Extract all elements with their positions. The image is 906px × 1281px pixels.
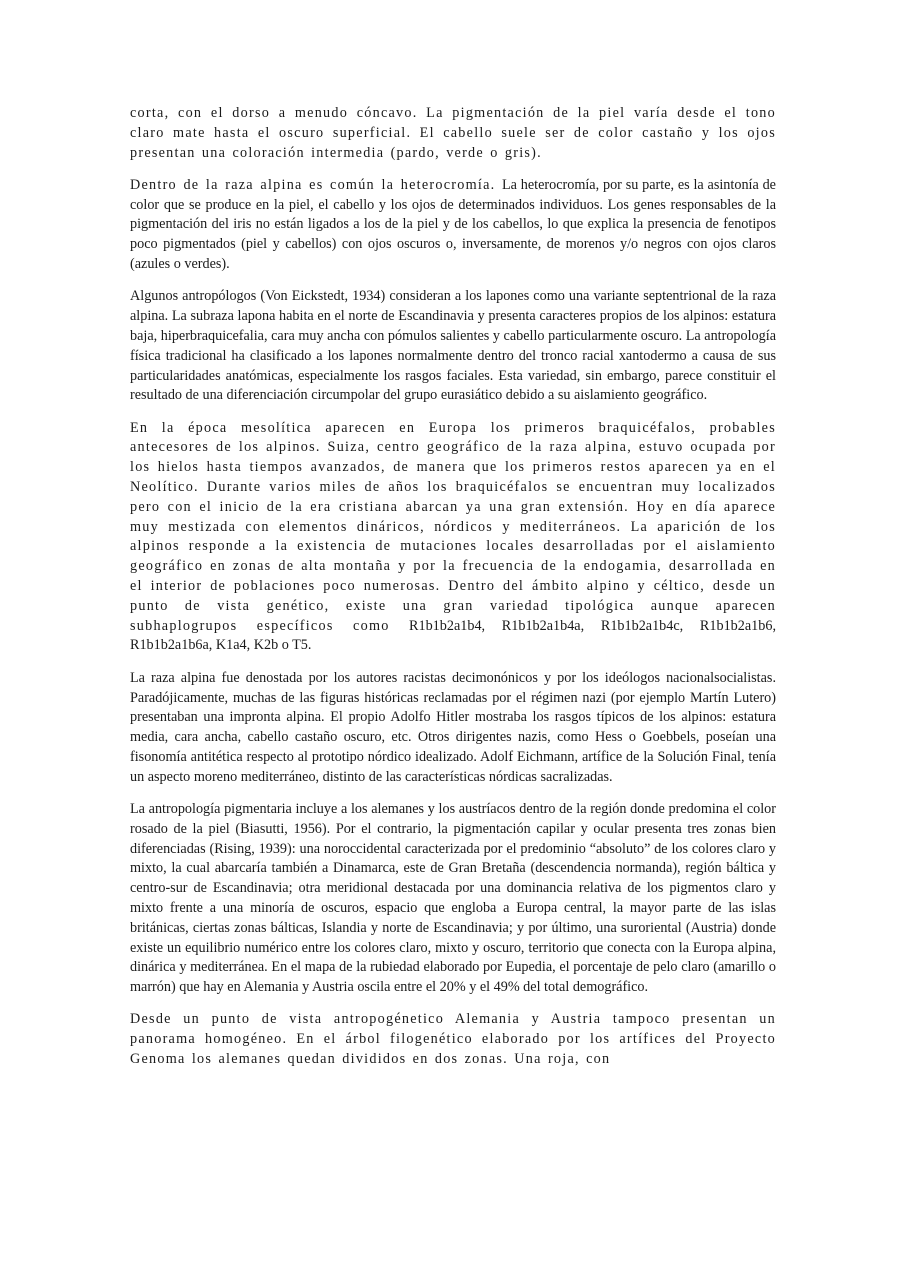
paragraph-1-text: corta, con el dorso a menudo cóncavo. La pigmentación de la piel varía desde el tono claro mate hasta el oscuro superficial. El cabello suele ser de color castaño y los ojos presentan una coloración intermedia (pardo, verde o gris). [130, 105, 776, 161]
paragraph-2 [130, 176, 776, 275]
document-page [130, 104, 776, 1082]
paragraph-2-lead: Dentro de la raza alpina es común la heterocromía. [130, 176, 502, 193]
paragraph-7-text: Desde un punto de vista antropogénetico Alemania y Austria tampoco presentan un panorama homogéneo. En el árbol filogenético elaborado por los artífices del Proyecto Genoma los alemanes quedan divididos en dos zonas. Una roja, con [130, 1011, 776, 1068]
paragraph-7 [130, 1010, 776, 1069]
paragraph-4 [130, 419, 776, 657]
paragraph-5-text: La raza alpina fue denostada por los autores racistas decimonónicos y por los ideólogos nacionalsocialistas. Paradójicamente, muchas de las figuras históricas reclamadas por el régimen nazi (por ejemplo Martín Lutero) presentaban una impronta alpina. El propio Adolfo Hitler mostraba los rasgos típicos de los alpinos: estatura media, cara ancha, cabello castaño oscuro, etc. Otros dirigentes nazis, como Hess o Goebbels, poseían una fisonomía antitética respecto al prototipo nórdico idealizado. Adolf Eichmann, artífice de la Solución Final, tenía un aspecto moreno mediterráneo, distinto de las características nórdicas sacralizadas. [130, 669, 776, 785]
paragraph-5 [130, 669, 776, 788]
paragraph-6-text: La antropología pigmentaria incluye a los alemanes y los austríacos dentro de la región donde predomina el color rosado de la piel (Biasutti, 1956). Por el contrario, la pigmentación capilar y ocular presenta tres zonas bien diferenciadas (Rising, 1939): una noroccidental caracterizada por el predominio “absoluto” de los colores claro y mixto, la cual abarcaría también a Dinamarca, este de Gran Bretaña (descendencia normanda), región báltica y centro-sur de Escandinavia; otra meridional destacada por una dominancia relativa de los pigmentos claro y mixto frente a una minoría de oscuros, espacio que engloba a Europa central, la mayor parte de las islas británicas, ciertas zonas bálticas, Islandia y norte de Escandinavia; y por último, una suroriental (Austria) donde existe un equilibrio numérico entre los colores claro, mixto y oscuro, territorio que conecta con la Europa alpina, dinárica y mediterránea. En el mapa de la rubiedad elaborado por Eupedia, el porcentaje de pelo claro (amarillo o marrón) que hay en Alemania y Austria oscila entre el 20% y el 49% del total demográfico. [130, 801, 776, 996]
paragraph-1 [130, 104, 776, 163]
paragraph-4-text: En la época mesolítica aparecen en Europa los primeros braquicéfalos, probables antecesores de los alpinos. Suiza, centro geográfico de la raza alpina, estuvo ocupada por los hielos hasta tiempos avanzados, de manera que los primeros restos aparecen ya en el Neolítico. Durante varios miles de años los braquicéfalos se encuentran muy localizados pero con el inicio de la era cristiana abarcan ya una gran extensión. Hoy en día aparece muy mestizada con elementos dináricos, nórdicos y mediterráneos. La aparición de los alpinos responde a la existencia de mutaciones locales desarrolladas por el aislamiento geográfico en zonas de alta montaña y por la frecuencia de la endogamia, desarrollada en el interior de poblaciones poco numerosas. Dentro del ámbito alpino y céltico, desde un punto de vista genético, existe una gran variedad tipológica aunque aparecen subhaplogrupos específicos como [130, 419, 776, 634]
paragraph-2-text: La heterocromía, por su parte, es la asintonía de color que se produce en la piel, el cabello y los ojos de determinados individuos. Los genes responsables de la pigmentación del iris no están ligados a los de la piel y de los cabellos, lo que explica la presencia de fenotipos poco pigmentados (piel y cabellos) con ojos oscuros o, inversamente, de morenos y/o negros con ojos claros (azules o verdes). [130, 176, 776, 273]
paragraph-6 [130, 800, 776, 998]
paragraph-3 [130, 287, 776, 406]
paragraph-4-haplogroups: R1b1b2a1b4, R1b1b2a1b4a, R1b1b2a1b4c, R1b1b2a1b6, R1b1b2a1b6a, K1a4, K2b o T5. [130, 617, 776, 654]
paragraph-3-text: Algunos antropólogos (Von Eickstedt, 1934) consideran a los lapones como una variante septentrional de la raza alpina. La subraza lapona habita en el norte de Escandinavia y presenta caracteres propios de los alpinos: estatura baja, hiperbraquicefalia, cara muy ancha con pómulos salientes y cabello particularmente oscuro. La antropología física tradicional ha clasificado a los lapones normalmente dentro del tronco racial xantodermo a causa de sus particularidades anatómicas, especialmente los rasgos faciales. Esta variedad, sin embargo, parece constituir el resultado de una diferenciación circumpolar del grupo eurasiático debido a su aislamiento geográfico. [130, 288, 776, 404]
